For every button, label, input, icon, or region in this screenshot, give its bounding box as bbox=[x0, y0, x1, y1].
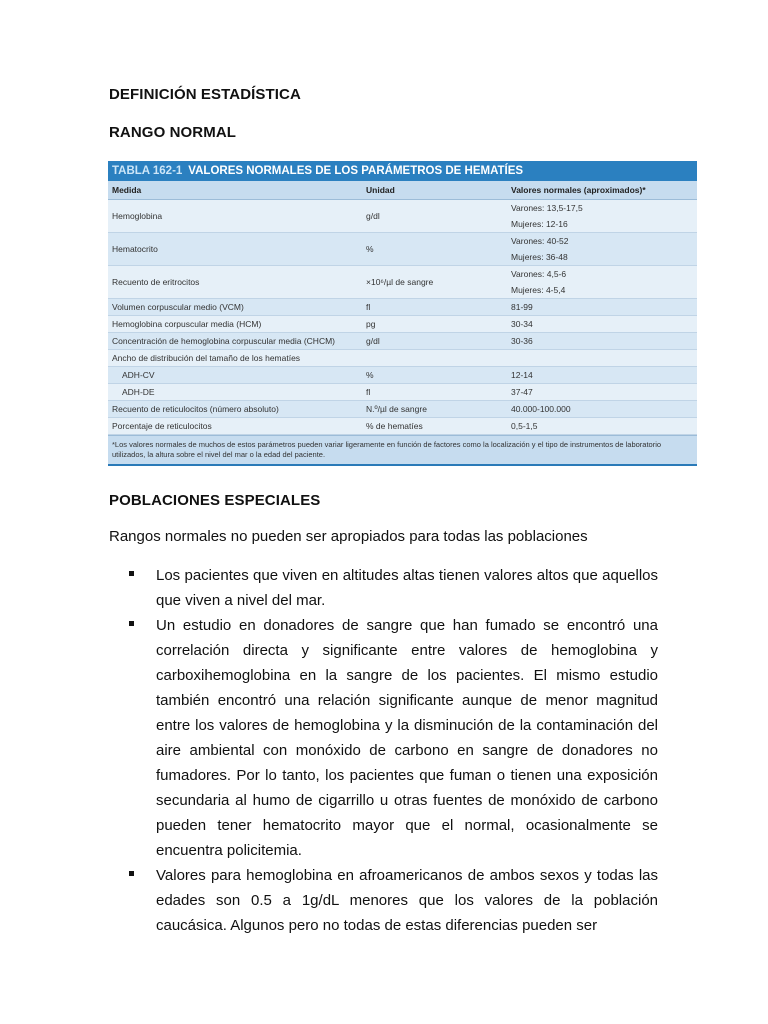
cell-unidad: ×10⁶/µl de sangre bbox=[362, 266, 507, 299]
cell-medida: Hemoglobina bbox=[108, 200, 362, 233]
list-item bbox=[109, 563, 658, 613]
cell-valor: 12-14 bbox=[507, 367, 697, 384]
table-footnote: *Los valores normales de muchos de estos parámetros pueden variar ligeramente en función de factores como la localización y el tipo de instrumentos de laboratorio utilizados, la altura sobre el nivel del mar o la edad del paciente. bbox=[108, 435, 697, 464]
cell-valor: 81-99 bbox=[507, 299, 697, 316]
cell-medida: ADH-CV bbox=[108, 367, 362, 384]
table-row bbox=[108, 316, 697, 333]
cell-unidad: fl bbox=[362, 299, 507, 316]
cell-valor: 30-34 bbox=[507, 316, 697, 333]
table-number: TABLA 162-1 bbox=[112, 165, 183, 177]
cell-unidad: g/dl bbox=[362, 333, 507, 350]
table-grid bbox=[108, 181, 697, 435]
cell-valor: 30-36 bbox=[507, 333, 697, 350]
cell-valor-mujeres: Mujeres: 12-16 bbox=[511, 219, 568, 229]
heading-rango-normal: RANGO NORMAL bbox=[109, 124, 237, 141]
cell-medida: Concentración de hemoglobina corpuscular media (CHCM) bbox=[108, 333, 362, 350]
cell-valor bbox=[507, 200, 697, 233]
list-item bbox=[109, 863, 658, 938]
cell-valor bbox=[507, 233, 697, 266]
cell-unidad: pg bbox=[362, 316, 507, 333]
list-item-text: Los pacientes que viven en altitudes altas tienen valores altos que aquellos que viven a nivel del mar. bbox=[156, 567, 658, 609]
table-row bbox=[108, 200, 697, 233]
cell-valor-varones: Varones: 13,5-17,5 bbox=[511, 203, 583, 213]
list-item-text: Valores para hemoglobina en afroamericanos de ambos sexos y todas las edades son 0.5 a 1g/dL menores que los valores de la población caucásica. Algunos pero no todas de estas diferencias pueden ser bbox=[156, 867, 658, 934]
cell-unidad: % de hematíes bbox=[362, 418, 507, 435]
cell-medida: Hemoglobina corpuscular media (HCM) bbox=[108, 316, 362, 333]
cell-valor-mujeres: Mujeres: 4-5,4 bbox=[511, 285, 566, 295]
table-row bbox=[108, 367, 697, 384]
table-row bbox=[108, 266, 697, 299]
list-item bbox=[109, 613, 658, 863]
cell-medida: Volumen corpuscular medio (VCM) bbox=[108, 299, 362, 316]
cell-medida: Porcentaje de reticulocitos bbox=[108, 418, 362, 435]
cell-valor-varones: Varones: 40-52 bbox=[511, 236, 569, 246]
intro-paragraph: Rangos normales no pueden ser apropiados para todas las poblaciones bbox=[109, 528, 588, 545]
cell-unidad: g/dl bbox=[362, 200, 507, 233]
table-row bbox=[108, 233, 697, 266]
bullet-square-icon bbox=[129, 621, 134, 626]
cell-valor-mujeres: Mujeres: 36-48 bbox=[511, 252, 568, 262]
heading-poblaciones: POBLACIONES ESPECIALES bbox=[109, 492, 321, 509]
table-header-row bbox=[108, 181, 697, 200]
col-header-valores: Valores normales (aproximados)* bbox=[507, 181, 697, 200]
cell-medida: Ancho de distribución del tamaño de los hematíes bbox=[108, 350, 362, 367]
hematies-table bbox=[108, 161, 697, 466]
cell-medida: Recuento de eritrocitos bbox=[108, 266, 362, 299]
table-row bbox=[108, 333, 697, 350]
cell-valor: 0,5-1,5 bbox=[507, 418, 697, 435]
cell-unidad: fl bbox=[362, 384, 507, 401]
table-row bbox=[108, 350, 697, 367]
col-header-unidad: Unidad bbox=[362, 181, 507, 200]
table-row bbox=[108, 418, 697, 435]
table-title: VALORES NORMALES DE LOS PARÁMETROS DE HEMATÍES bbox=[188, 165, 524, 177]
cell-valor: 40.000-100.000 bbox=[507, 401, 697, 418]
table-row bbox=[108, 401, 697, 418]
cell-valor bbox=[507, 266, 697, 299]
bullet-square-icon bbox=[129, 871, 134, 876]
cell-unidad: N.º/µl de sangre bbox=[362, 401, 507, 418]
col-header-medida: Medida bbox=[108, 181, 362, 200]
cell-medida: Hematocrito bbox=[108, 233, 362, 266]
cell-medida: Recuento de reticulocitos (número absoluto) bbox=[108, 401, 362, 418]
cell-unidad bbox=[362, 350, 507, 367]
table-title-bar bbox=[108, 161, 697, 181]
cell-valor-varones: Varones: 4,5-6 bbox=[511, 269, 567, 279]
cell-valor: 37-47 bbox=[507, 384, 697, 401]
cell-valor bbox=[507, 350, 697, 367]
heading-definicion: DEFINICIÓN ESTADÍSTICA bbox=[109, 86, 301, 103]
table-row bbox=[108, 299, 697, 316]
bullet-square-icon bbox=[129, 571, 134, 576]
cell-unidad: % bbox=[362, 367, 507, 384]
cell-unidad: % bbox=[362, 233, 507, 266]
cell-medida: ADH-DE bbox=[108, 384, 362, 401]
list-item-text: Un estudio en donadores de sangre que han fumado se encontró una correlación directa y significante entre valores de hemoglobina y carboxihemoglobina en la sangre de los pacientes. El mismo estudio también encontró una relación significante aunque de menor magnitud entre los valores de hemoglobina y la disminución de la contaminación del aire ambiental con monóxido de carbono en sangre de donadores no fumadores. Por lo tanto, los pacientes que fuman o tienen una exposición secundaria al humo de cigarrillo u otras fuentes de monóxido de carbono pueden tener hematocrito mayor que el normal, ocasionalmente se encuentra policitemia. bbox=[156, 617, 658, 859]
table-row bbox=[108, 384, 697, 401]
bullet-list bbox=[109, 563, 658, 938]
